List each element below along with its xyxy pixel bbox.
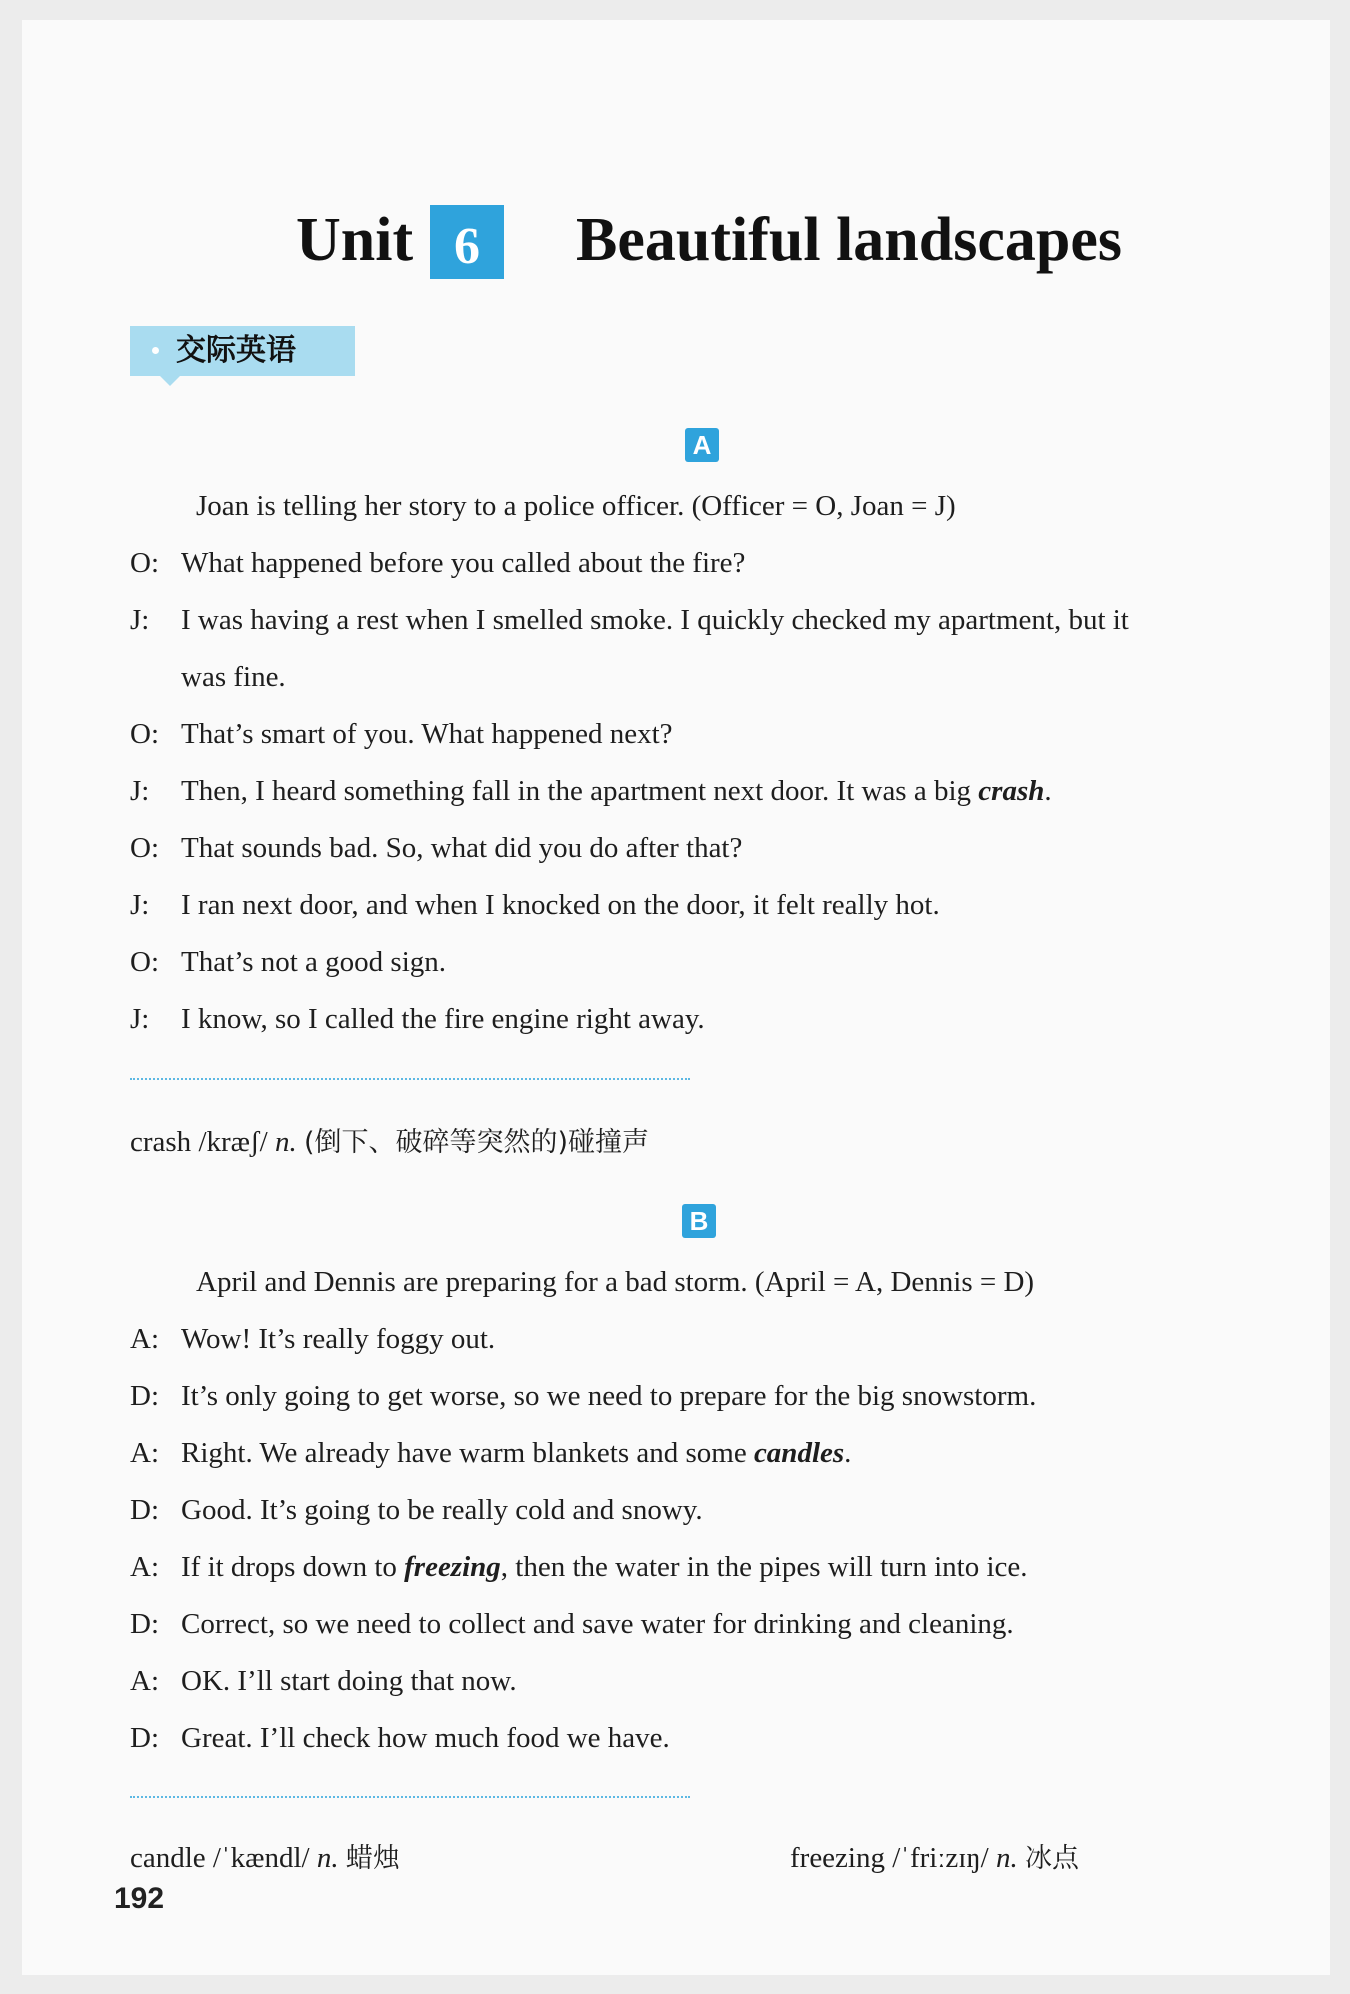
dialogue-text: Great. I’ll check how much food we have. xyxy=(181,1722,670,1754)
vocab-entry xyxy=(130,1836,400,1875)
text-segment: , then the water in the pipes will turn into ice. xyxy=(500,1551,1028,1583)
dialogue-text: Correct, so we need to collect and save water for drinking and cleaning. xyxy=(181,1608,1014,1640)
vocab-phonetic: /ˈfriːzɪŋ/ xyxy=(892,1842,989,1874)
part-b-badge: B xyxy=(682,1204,716,1238)
vocab-entry xyxy=(790,1836,1079,1875)
part-a-badge: A xyxy=(685,428,719,462)
speaker-label: A: xyxy=(130,1551,159,1583)
vocab-pos: n. xyxy=(995,1842,1018,1874)
section-tag xyxy=(130,326,355,376)
dialogue-text: I ran next door, and when I knocked on the door, it felt really hot. xyxy=(181,889,940,921)
divider xyxy=(130,1078,690,1080)
speaker-label: O: xyxy=(130,832,159,864)
vocab-word: freezing xyxy=(790,1842,885,1874)
vocab-highlight: freezing xyxy=(404,1551,501,1583)
text-segment: If it drops down to xyxy=(181,1551,405,1583)
part-a-intro: Joan is telling her story to a police officer. (Officer = O, Joan = J) xyxy=(196,490,956,522)
text-segment: . xyxy=(1044,775,1052,807)
speaker-label: D: xyxy=(130,1722,159,1754)
vocab-entry xyxy=(130,1120,649,1159)
speaker-label: J: xyxy=(130,889,150,921)
dialogue-text: That’s not a good sign. xyxy=(181,946,447,978)
text-segment: . xyxy=(844,1437,852,1469)
tag-tail-icon xyxy=(160,376,180,386)
dialogue-text xyxy=(181,1437,851,1470)
dialogue-text: What happened before you called about the fire? xyxy=(181,547,746,579)
vocab-phonetic: /ˈkændl/ xyxy=(212,1842,310,1874)
dialogue-text xyxy=(181,775,1052,808)
dialogue-text: Good. It’s going to be really cold and snowy. xyxy=(181,1494,703,1526)
vocab-pos: n. xyxy=(274,1126,297,1158)
section-tag-label: 交际英语 xyxy=(176,333,296,368)
dialogue-text: I was having a rest when I smelled smoke. I quickly checked my apartment, but it xyxy=(181,604,1129,636)
speaker-label: A: xyxy=(130,1437,159,1469)
speaker-label: O: xyxy=(130,946,159,978)
divider xyxy=(130,1796,690,1798)
tag-dot-icon xyxy=(152,347,159,354)
speaker-label: J: xyxy=(130,775,150,807)
vocab-meaning: 冰点 xyxy=(1024,1843,1079,1874)
vocab-meaning: 蜡烛 xyxy=(345,1843,400,1874)
dialogue-text xyxy=(181,1551,1028,1584)
dialogue-text: That sounds bad. So, what did you do after that? xyxy=(181,832,743,864)
text-segment: Right. We already have warm blankets and some xyxy=(181,1437,754,1469)
speaker-label: O: xyxy=(130,718,159,750)
text-segment: Then, I heard something fall in the apartment next door. It was a big xyxy=(181,775,979,807)
unit-word: Unit xyxy=(296,206,414,274)
unit-name: Beautiful landscapes xyxy=(576,206,1123,274)
speaker-label: O: xyxy=(130,547,159,579)
vocab-highlight: crash xyxy=(978,775,1045,807)
dialogue-text: Wow! It’s really foggy out. xyxy=(181,1323,496,1355)
vocab-pos: n. xyxy=(316,1842,339,1874)
dialogue-text: OK. I’ll start doing that now. xyxy=(181,1665,517,1697)
speaker-label: D: xyxy=(130,1494,159,1526)
speaker-label: J: xyxy=(130,1003,150,1035)
speaker-label: A: xyxy=(130,1665,159,1697)
dialogue-text: I know, so I called the fire engine right away. xyxy=(181,1003,705,1035)
vocab-highlight: candles xyxy=(753,1437,845,1469)
dialogue-text: That’s smart of you. What happened next? xyxy=(181,718,673,750)
vocab-word: crash xyxy=(130,1126,192,1158)
speaker-label: D: xyxy=(130,1608,159,1640)
vocab-word: candle xyxy=(130,1842,206,1874)
vocab-meaning: (倒下、破碎等突然的)碰撞声 xyxy=(303,1127,650,1158)
dialogue-text: It’s only going to get worse, so we need to prepare for the big snowstorm. xyxy=(181,1380,1037,1412)
part-b-intro: April and Dennis are preparing for a bad storm. (April = A, Dennis = D) xyxy=(196,1266,1035,1298)
speaker-label: J: xyxy=(130,604,150,636)
unit-number-badge: 6 xyxy=(430,205,504,279)
vocab-phonetic: /kræʃ/ xyxy=(198,1126,268,1158)
dialogue-continuation: was fine. xyxy=(181,661,286,693)
speaker-label: D: xyxy=(130,1380,159,1412)
speaker-label: A: xyxy=(130,1323,159,1355)
page-number: 192 xyxy=(114,1882,165,1915)
